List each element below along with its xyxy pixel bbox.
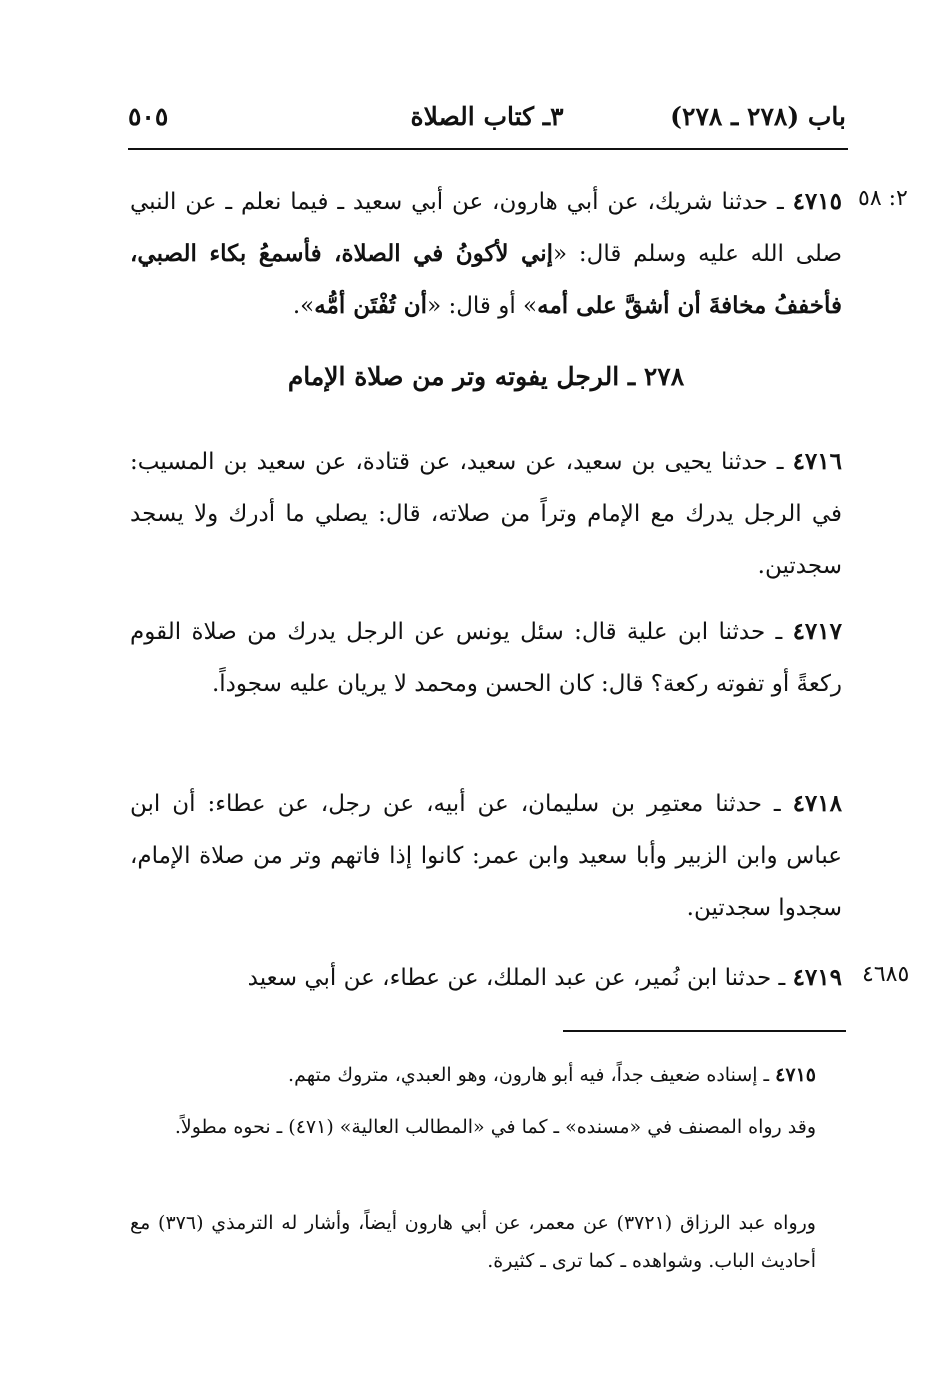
hadith-number: ٤٧١٨ xyxy=(792,790,842,817)
hadith-number: ٤٧١٧ xyxy=(792,618,842,645)
hadith-text: ـ حدثنا معتمِر بن سليمان، عن أبيه، عن رجل، عن عطاء: أن ابن عباس وابن الزبير وأبا سعيد وابن عمر: كانوا إذا فاتهم وتر من صلاة الإمام، سجدوا سجدتين. xyxy=(130,791,842,921)
hadith-4717 xyxy=(130,606,842,710)
footnote-3 xyxy=(130,1204,842,1280)
hadith-text: ـ حدثنا ابن نُمير، عن عبد الملك، عن عطاء، عن أبي سعيد xyxy=(247,965,793,991)
chapter-range: باب (٢٧٨ ـ ٢٧٨) xyxy=(670,102,846,131)
footnote-text: ـ إسناده ضعيف جداً، فيه أبو هارون، وهو العبدي، متروك متهم. xyxy=(288,1064,776,1086)
footnote-1 xyxy=(130,1056,842,1094)
margin-reference-cross-number: ٤٦٨٥ xyxy=(862,962,910,987)
hadith-number: ٤٧١٦ xyxy=(792,448,842,475)
footnote-number: ٤٧١٥ xyxy=(775,1064,816,1086)
hadith-quote-bold: إني لأكونُ في الصلاة، فأسمعُ بكاء الصبي، فأخففُ مخافةَ أن أشقَّ على أمه xyxy=(130,240,842,319)
hadith-number: ٤٧١٥ xyxy=(792,188,842,215)
footnote-text: ورواه عبد الرزاق (٣٧٢١) عن معمر، عن أبي هارون أيضاً، وأشار له الترمذي (٣٧٦) مع أحاديث الباب. وشواهده ـ كما ترى ـ كثيرة. xyxy=(130,1212,816,1272)
hadith-text: ـ حدثنا شريك، عن أبي هارون، عن أبي سعيد ـ فيما نعلم ـ عن النبي صلى الله عليه وسلم قال: « xyxy=(130,189,843,267)
hadith-text: ـ حدثنا يحيى بن سعيد، عن سعيد، عن قتادة، عن سعيد بن المسيب: في الرجل يدرك مع الإمام وتراً من صلاته، قال: يصلي ما أدرك ولا يسجد سجدتين. xyxy=(130,449,842,579)
hadith-quote-bold-b: أن تُفْتَن أمُّه xyxy=(314,292,428,319)
hadith-number: ٤٧١٩ xyxy=(792,964,842,991)
hadith-4716 xyxy=(130,436,842,592)
hadith-4719 xyxy=(130,952,842,1004)
header-rule xyxy=(128,148,848,150)
hadith-text-b: » أو قال: « xyxy=(427,293,538,319)
margin-reference-volume-page: ٢: ٥٨ xyxy=(858,186,908,211)
book-title: ٣ـ كتاب الصلاة xyxy=(410,102,564,131)
page-number: ٥٠٥ xyxy=(128,102,169,131)
footnote-2 xyxy=(130,1108,842,1146)
hadith-4718 xyxy=(130,778,842,934)
hadith-text-c: ». xyxy=(292,293,315,319)
hadith-4715 xyxy=(130,176,842,332)
footnote-separator xyxy=(563,1030,846,1032)
hadith-text: ـ حدثنا ابن علية قال: سئل يونس عن الرجل يدرك من صلاة القوم ركعةً أو تفوته ركعة؟ قال: كان الحسن ومحمد لا يريان عليه سجوداً. xyxy=(130,619,842,697)
page-header xyxy=(128,100,846,140)
footnote-text: وقد رواه المصنف في «مسنده» ـ كما في «المطالب العالية» (٤٧١) ـ نحوه مطولاً. xyxy=(174,1116,816,1138)
section-title: ٢٧٨ ـ الرجل يفوته وتر من صلاة الإمام xyxy=(287,362,685,391)
